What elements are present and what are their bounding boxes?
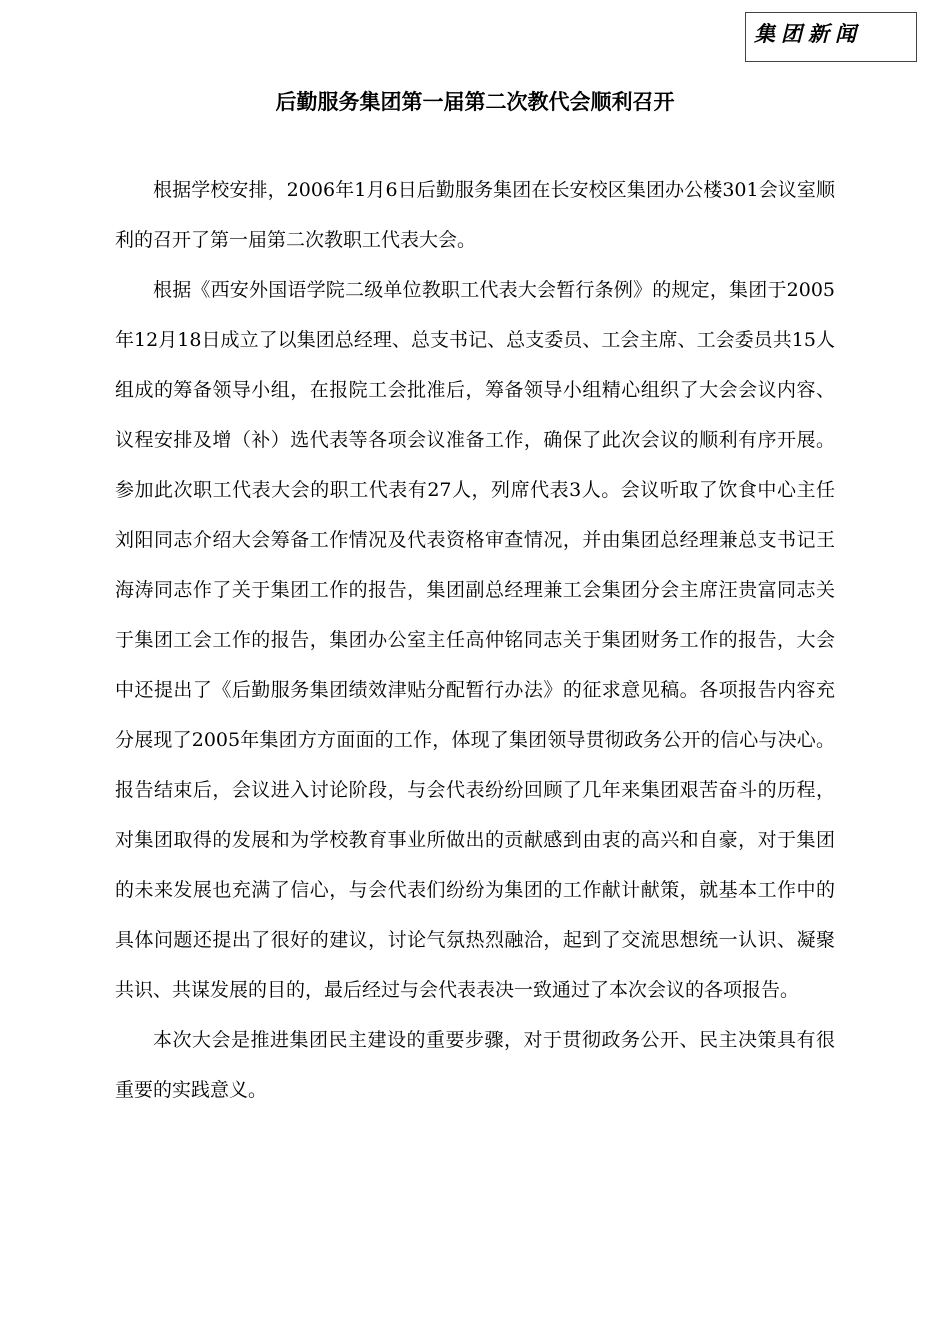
section-label-box	[745, 12, 917, 62]
section-label: 集团新闻	[754, 22, 862, 46]
paragraph-2: 根据《西安外国语学院二级单位教职工代表大会暂行条例》的规定，集团于2005年12月18日成立了以集团总经理、总支书记、总支委员、工会主席、工会委员共15人组成的筹备领导小组，在报院工会批准后，筹备领导小组精心组织了大会会议内容、议程安排及增（补）选代表等各项会议准备工作，确保了此次会议的顺利有序开展。参加此次职工代表大会的职工代表有27人，列席代表3人。会议听取了饮食中心主任刘阳同志介绍大会筹备工作情况及代表资格审查情况，并由集团总经理兼总支书记王海涛同志作了关于集团工作的报告，集团副总经理兼工会集团分会主席汪贵富同志关于集团工会工作的报告，集团办公室主任高仲铭同志关于集团财务工作的报告，大会中还提出了《后勤服务集团绩效津贴分配暂行办法》的征求意见稿。各项报告内容充分展现了2005年集团方方面面的工作，体现了集团领导贯彻政务公开的信心与决心。报告结束后，会议进入讨论阶段，与会代表纷纷回顾了几年来集团艰苦奋斗的历程，对集团取得的发展和为学校教育事业所做出的贡献感到由衷的高兴和自豪，对于集团的未来发展也充满了信心，与会代表们纷纷为集团的工作献计献策，就基本工作中的具体问题还提出了很好的建议，讨论气氛热烈融洽，起到了交流思想统一认识、凝聚共识、共谋发展的目的，最后经过与会代表表决一致通过了本次会议的各项报告。	[115, 279, 835, 1001]
article-title: 后勤服务集团第一届第二次教代会顺利召开	[275, 90, 675, 114]
paragraph-3: 本次大会是推进集团民主建设的重要步骤，对于贯彻政务公开、民主决策具有很重要的实践意义。	[115, 1029, 835, 1101]
paragraph-1: 根据学校安排，2006年1月6日后勤服务集团在长安校区集团办公楼301会议室顺利的召开了第一届第二次教职工代表大会。	[115, 179, 835, 251]
article-body	[115, 165, 835, 1115]
